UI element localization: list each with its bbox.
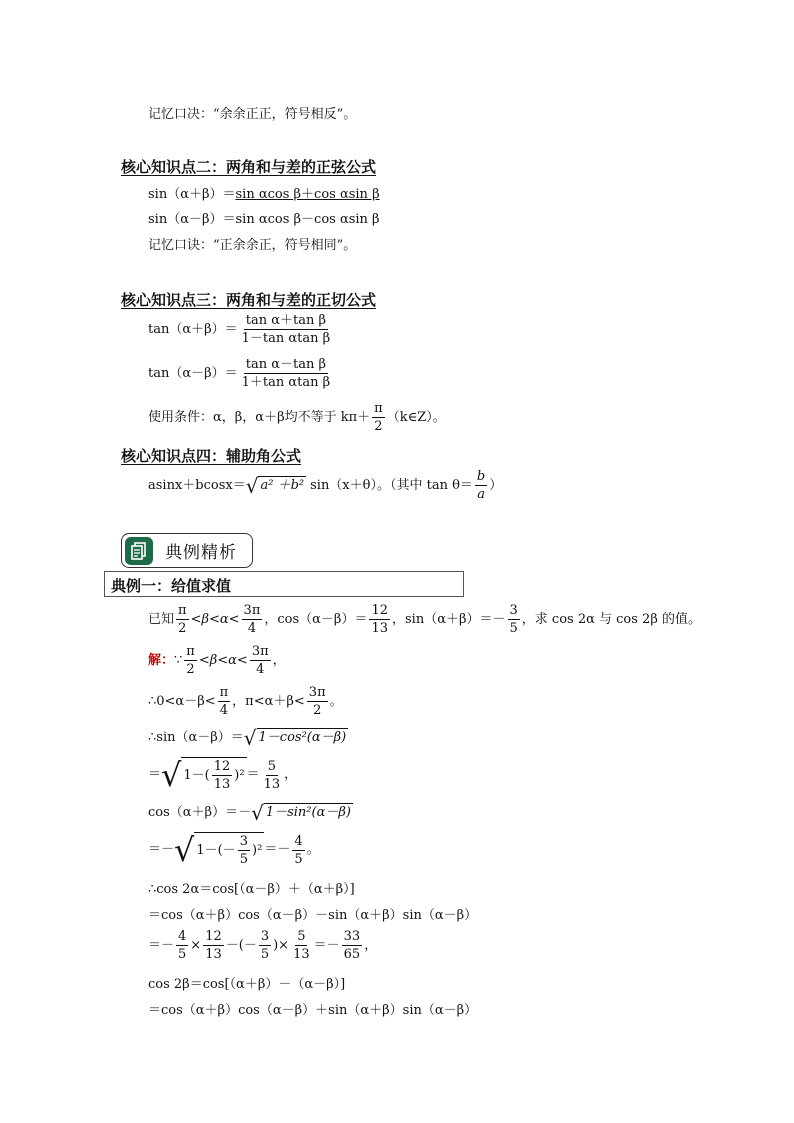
badge-label: 典例精析 bbox=[165, 543, 237, 563]
tan-minus-denominator: 1＋tan αtan β bbox=[241, 375, 331, 390]
s2-frac-1-den: 4 bbox=[219, 703, 229, 718]
s1-frac-1-den: 2 bbox=[186, 662, 195, 677]
s4-result-frac bbox=[262, 758, 283, 793]
s6-pre: ＝－ bbox=[148, 842, 175, 857]
s4-rad-post: )² bbox=[234, 767, 245, 783]
sqrt-sign-icon: √ bbox=[245, 473, 259, 498]
s4-end: ， bbox=[284, 767, 298, 782]
s1-frac-2-num: 3π bbox=[251, 644, 269, 659]
s9-frac-4 bbox=[291, 928, 312, 963]
s1-frac-2 bbox=[250, 643, 271, 678]
s9-mid-2: )× bbox=[273, 937, 290, 953]
condition-numerator: π bbox=[374, 401, 383, 416]
question-line bbox=[148, 602, 701, 637]
aux-end: ） bbox=[489, 477, 503, 493]
s6-inner-frac bbox=[238, 833, 250, 868]
s4-inner-num: 12 bbox=[213, 759, 231, 774]
s3-sqrt bbox=[243, 725, 348, 750]
solution-step-2 bbox=[148, 684, 343, 719]
s1-end: ， bbox=[272, 652, 286, 668]
tan-minus-fraction bbox=[240, 356, 333, 391]
s1-frac-2-den: 4 bbox=[256, 662, 265, 677]
s6-sqrt bbox=[174, 832, 264, 868]
s9-eq: ＝－ bbox=[313, 937, 340, 953]
solution-step-6 bbox=[148, 832, 320, 868]
aux-lhs: asinx＋bcosx＝ bbox=[148, 477, 246, 493]
s6-result-frac bbox=[292, 833, 304, 868]
sqrt-sign-icon: √ bbox=[161, 756, 182, 794]
q-frac-1 bbox=[176, 602, 189, 637]
s9-pre: ＝－ bbox=[148, 937, 175, 953]
s6-eq: ＝－ bbox=[264, 842, 291, 857]
s3-radicand: 1－cos²(α－β) bbox=[258, 730, 347, 745]
s1-pre: ∵ bbox=[174, 652, 183, 668]
s9-frac-3-den: 5 bbox=[260, 947, 270, 962]
s9-mid: －(－ bbox=[225, 937, 257, 953]
q-frac-2-den: 4 bbox=[247, 621, 257, 636]
s9-frac-1-den: 5 bbox=[178, 947, 187, 962]
s9-frac-1 bbox=[176, 928, 188, 963]
s9-frac-2 bbox=[203, 928, 224, 963]
s1-frac-1 bbox=[184, 643, 197, 678]
solution-step-9 bbox=[148, 928, 377, 963]
section-4-title: 核心知识点四：辅助角公式 bbox=[121, 447, 302, 465]
s4-result-den: 13 bbox=[263, 776, 281, 792]
s9-end: ， bbox=[364, 937, 378, 953]
s9-frac-3 bbox=[259, 928, 271, 963]
q-frac-4 bbox=[508, 602, 520, 637]
q-mid-1: <β<α< bbox=[190, 611, 240, 627]
section-2-title: 核心知识点二：两角和与差的正弦公式 bbox=[121, 158, 377, 176]
solution-step-5 bbox=[148, 800, 353, 825]
example-title-box bbox=[104, 571, 464, 597]
s1-mid: <β<α< bbox=[198, 652, 248, 668]
s5-pre: cos（α＋β）＝－ bbox=[148, 804, 252, 820]
example-title: 典例一：给值求值 bbox=[111, 577, 232, 595]
tan-minus-lhs: tan（α－β）＝ bbox=[148, 365, 238, 381]
q-mid-3: ，sin（α＋β）＝－ bbox=[392, 611, 506, 627]
s6-radicand bbox=[194, 832, 264, 868]
document-icon bbox=[125, 537, 153, 565]
s6-end: 。 bbox=[306, 842, 320, 857]
q-frac-2-num: 3π bbox=[243, 603, 261, 618]
s5-sqrt bbox=[251, 800, 353, 825]
condition-line bbox=[148, 400, 446, 435]
s6-result-num: 4 bbox=[294, 833, 303, 849]
solution-step-7: ∴cos 2α＝cos[（α－β）＋（α＋β）] bbox=[148, 882, 355, 897]
memo-line-2: 记忆口诀：“正余余正，符号相同”。 bbox=[148, 238, 357, 253]
solution-step-4 bbox=[148, 757, 297, 793]
s5-radicand: 1－sin²(α－β) bbox=[265, 805, 351, 820]
example-section-badge bbox=[121, 533, 253, 568]
s6-result-den: 5 bbox=[294, 851, 303, 867]
sqrt-sign-icon: √ bbox=[174, 831, 195, 869]
s6-inner-den: 5 bbox=[239, 852, 249, 867]
s1-frac-1-num: π bbox=[186, 644, 195, 659]
condition-pre: 使用条件：α，β，α＋β均不等于 kπ＋ bbox=[148, 409, 371, 425]
s9-frac-1-num: 4 bbox=[178, 929, 187, 944]
s9-result-frac bbox=[342, 928, 363, 963]
aux-numerator: b bbox=[476, 469, 486, 484]
s2-pre: ∴0<α－β< bbox=[148, 693, 216, 709]
solution-step-10: cos 2β＝cos[（α＋β）－（α－β）] bbox=[148, 977, 346, 992]
s9-result-den: 65 bbox=[343, 947, 361, 962]
tan-plus-denominator: 1－tan αtan β bbox=[241, 331, 331, 346]
tan-minus-numerator: tan α－tan β bbox=[245, 357, 327, 372]
q-frac-2 bbox=[242, 602, 263, 637]
q-pre: 已知 bbox=[148, 611, 175, 627]
s2-frac-2-num: 3π bbox=[308, 685, 326, 700]
solution-step-1 bbox=[148, 643, 286, 678]
s3-pre: ∴sin（α－β）＝ bbox=[148, 729, 244, 745]
sqrt-sign-icon: √ bbox=[243, 725, 257, 750]
aux-angle-formula bbox=[148, 468, 502, 503]
s9-frac-3-num: 3 bbox=[260, 929, 270, 944]
s4-inner-frac bbox=[212, 758, 233, 793]
q-frac-3-num: 12 bbox=[371, 603, 388, 618]
s4-eq: ＝ bbox=[246, 767, 260, 782]
s2-frac-1 bbox=[218, 684, 231, 719]
q-frac-1-num: π bbox=[178, 603, 187, 618]
aux-sqrt bbox=[245, 473, 306, 498]
aux-radicand: a² ＋b² bbox=[260, 478, 305, 493]
sin-plus-lhs: sin（α＋β）＝ bbox=[148, 187, 236, 202]
s4-rad-pre: 1－( bbox=[183, 767, 210, 783]
solution-label: 解： bbox=[148, 652, 175, 668]
memo-line-1: 记忆口决：“余余正正，符号相反”。 bbox=[148, 107, 357, 122]
s9-frac-2-num: 12 bbox=[205, 929, 222, 944]
tan-plus-numerator: tan α＋tan β bbox=[245, 313, 327, 328]
condition-denominator: 2 bbox=[374, 419, 383, 434]
s4-pre: ＝ bbox=[148, 767, 162, 782]
tan-plus-lhs: tan（α＋β）＝ bbox=[148, 321, 238, 337]
s9-result-num: 33 bbox=[343, 929, 361, 944]
s2-end: 。 bbox=[329, 693, 343, 709]
sqrt-sign-icon: √ bbox=[251, 800, 264, 825]
q-frac-3-den: 13 bbox=[371, 621, 388, 636]
q-end: ，求 cos 2α 与 cos 2β 的值。 bbox=[521, 611, 701, 627]
tan-plus-formula bbox=[148, 312, 334, 347]
s4-result-num: 5 bbox=[267, 758, 277, 774]
s6-inner-num: 3 bbox=[239, 834, 249, 849]
s4-inner-den: 13 bbox=[213, 777, 231, 792]
aux-fraction bbox=[475, 468, 487, 503]
sin-plus-formula bbox=[148, 186, 380, 204]
solution-step-8: ＝cos（α＋β）cos（α－β）－sin（α＋β）sin（α－β） bbox=[148, 908, 478, 923]
q-frac-3 bbox=[369, 602, 390, 637]
s4-sqrt bbox=[161, 757, 247, 793]
tan-plus-fraction bbox=[240, 312, 333, 347]
s6-rad-post: )² bbox=[252, 842, 263, 858]
q-frac-4-num: 3 bbox=[509, 603, 518, 618]
s9-mul-1: × bbox=[190, 937, 202, 953]
q-frac-1-den: 2 bbox=[178, 621, 187, 636]
aux-mid: sin（x＋θ）。（其中 tan θ＝ bbox=[310, 477, 473, 493]
s2-frac-1-num: π bbox=[219, 685, 229, 700]
s2-frac-2 bbox=[307, 684, 328, 719]
s2-frac-2-den: 2 bbox=[313, 703, 322, 718]
s6-rad-pre: 1－(－ bbox=[196, 842, 236, 858]
q-mid-2: ，cos（α－β）＝ bbox=[264, 611, 368, 627]
s9-frac-4-den: 13 bbox=[293, 947, 310, 962]
sin-plus-rhs: sin αcos β＋cos αsin β bbox=[235, 187, 380, 202]
s9-frac-2-den: 13 bbox=[205, 947, 222, 962]
s9-frac-4-num: 5 bbox=[297, 929, 306, 944]
aux-denominator: a bbox=[477, 487, 485, 502]
solution-step-3 bbox=[148, 725, 348, 750]
s4-radicand bbox=[181, 757, 246, 793]
q-frac-4-den: 5 bbox=[509, 621, 518, 636]
condition-fraction bbox=[372, 400, 385, 435]
solution-step-11: ＝cos（α＋β）cos（α－β）＋sin（α＋β）sin（α－β） bbox=[148, 1003, 478, 1018]
section-3-title: 核心知识点三：两角和与差的正切公式 bbox=[121, 291, 377, 309]
condition-post: （k∈Z）。 bbox=[386, 409, 446, 425]
s2-mid: ，π<α＋β< bbox=[232, 693, 305, 709]
tan-minus-formula bbox=[148, 356, 334, 391]
sin-minus-formula: sin（α－β）＝sin αcos β－cos αsin β bbox=[148, 212, 380, 227]
